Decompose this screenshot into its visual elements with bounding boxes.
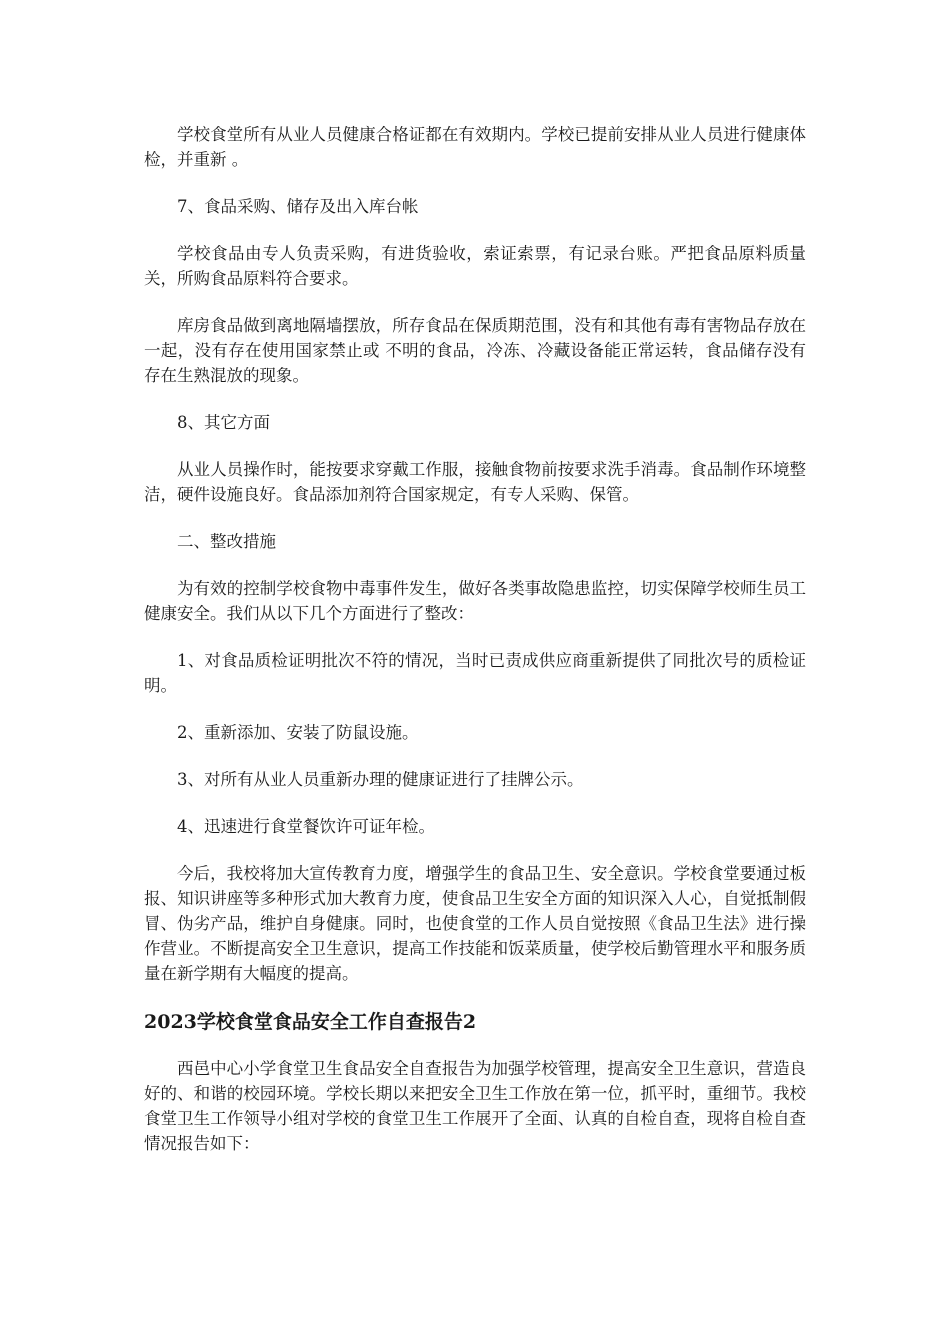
paragraph-staff-operations: 从业人员操作时，能按要求穿戴工作服，接触食物前按要求洗手消毒。食品制作环境整洁，硬件设施良好。食品添加剂符合国家规定，有专人采购、保管。 (144, 460, 806, 504)
list-item-rectification-2: 2、重新添加、安装了防鼠设施。 (177, 723, 419, 742)
paragraph-health-certificates: 学校食堂所有从业人员健康合格证都在有效期内。学校已提前安排从业人员进行健康体检，并重新 。 (144, 125, 806, 169)
paragraph-future-plans: 今后，我校将加大宣传教育力度，增强学生的食品卫生、安全意识。学校食堂要通过板报、知识讲座等多种形式加大教育力度，使食品卫生安全方面的知识深入人心，自觉抵制假冒、伪劣产品，维护自身健康。同时，也使食堂的工作人员自觉按照《食品卫生法》进行操作营业。不断提高安全卫生意识，提高工作技能和饭菜质量，使学校后勤管理水平和服务质量在新学期有大幅度的提高。 (144, 864, 806, 983)
report-heading: 2023学校食堂食品安全工作自查报告2 (144, 1011, 477, 1033)
list-item-rectification-4: 4、迅速进行食堂餐饮许可证年检。 (177, 817, 435, 836)
document-page (144, 122, 806, 1178)
list-item-rectification-3: 3、对所有从业人员重新办理的健康证进行了挂牌公示。 (177, 770, 584, 789)
section-heading-procurement: 7、食品采购、储存及出入库台帐 (177, 197, 419, 216)
paragraph-report-intro: 西邑中心小学食堂卫生食品安全自查报告为加强学校管理，提高安全卫生意识，营造良好的、和谐的校园环境。学校长期以来把安全卫生工作放在第一位，抓平时，重细节。我校食堂卫生工作领导小组对学校的食堂卫生工作展开了全面、认真的自检自查，现将自检自查情况报告如下： (144, 1059, 806, 1153)
section-heading-rectification: 二、整改措施 (177, 532, 276, 551)
paragraph-procurement: 学校食品由专人负责采购，有进货验收，索证索票，有记录台账。严把食品原料质量关，所购食品原料符合要求。 (144, 244, 806, 288)
paragraph-rectification-intro: 为有效的控制学校食物中毒事件发生，做好各类事故隐患监控，切实保障学校师生员工健康安全。我们从以下几个方面进行了整改： (144, 579, 806, 623)
list-item-rectification-1: 1、对食品质检证明批次不符的情况，当时已责成供应商重新提供了同批次号的质检证明。 (144, 651, 806, 695)
section-heading-other: 8、其它方面 (177, 413, 270, 432)
paragraph-storage: 库房食品做到离地隔墙摆放，所存食品在保质期范围，没有和其他有毒有害物品存放在一起，没有存在使用国家禁止或 不明的食品，冷冻、冷藏设备能正常运转，食品储存没有存在生熟混放的现象。 (144, 316, 806, 385)
